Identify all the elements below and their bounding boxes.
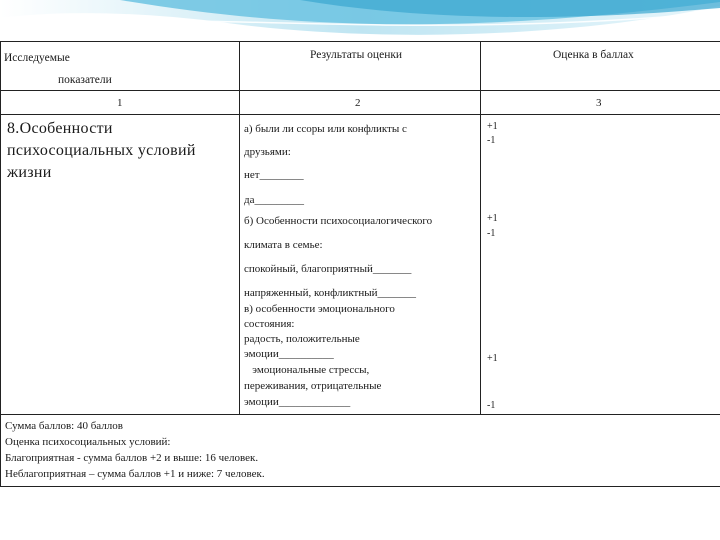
column-number-2: 2 <box>355 97 361 109</box>
score-value: -1 <box>487 228 496 239</box>
score-value: -1 <box>487 400 496 411</box>
result-line: напряженный, конфликтный_______ <box>244 287 417 299</box>
result-line: состояния: <box>244 318 295 330</box>
score-value: -1 <box>487 135 496 146</box>
header-bottom-border <box>0 90 720 91</box>
result-line: друзьями: <box>244 146 291 158</box>
section-title: 8.Особенности психосоциальных условий жизни <box>7 120 196 181</box>
header-col3: Оценка в баллах <box>553 49 634 61</box>
body-bottom-border <box>0 414 720 415</box>
score-value: +1 <box>487 213 498 224</box>
result-line: в) особенности эмоционального <box>244 303 395 315</box>
score-value: +1 <box>487 121 498 132</box>
numbers-bottom-border <box>0 114 720 115</box>
summary-line: Благоприятная - сумма баллов +2 и выше: 16 человек. <box>5 452 259 464</box>
summary-line: Неблагоприятная – сумма баллов +1 и ниже: 7 человек. <box>5 468 265 480</box>
header-col1-line1: Исследуемые <box>4 52 70 64</box>
score-value: +1 <box>487 353 498 364</box>
header-col2: Результаты оценки <box>310 49 403 61</box>
column-number-1: 1 <box>117 97 123 109</box>
table-bottom-border <box>0 486 720 487</box>
result-line: эмоции__________ <box>244 348 334 360</box>
col1-divider <box>239 41 240 415</box>
table-top-border <box>0 41 720 42</box>
result-line: а) были ли ссоры или конфликты с <box>244 123 407 135</box>
result-line: б) Особенности психосоциалогического <box>244 215 433 227</box>
result-line: нет________ <box>244 169 304 181</box>
result-line: радость, положительные <box>244 333 360 345</box>
result-line: эмоции_____________ <box>244 396 351 408</box>
header-col1-line2: показатели <box>58 74 112 86</box>
result-line: да_________ <box>244 194 304 206</box>
result-line: эмоциональные стрессы, <box>244 364 370 376</box>
result-line: переживания, отрицательные <box>244 380 382 392</box>
column-number-3: 3 <box>596 97 602 109</box>
result-line: климата в семье: <box>244 239 323 251</box>
summary-line: Оценка психосоциальных условий: <box>5 436 171 448</box>
result-line: спокойный, благоприятный_______ <box>244 263 412 275</box>
summary-line: Сумма баллов: 40 баллов <box>5 420 123 432</box>
table-left-border <box>0 41 1 487</box>
col2-divider <box>480 41 481 415</box>
